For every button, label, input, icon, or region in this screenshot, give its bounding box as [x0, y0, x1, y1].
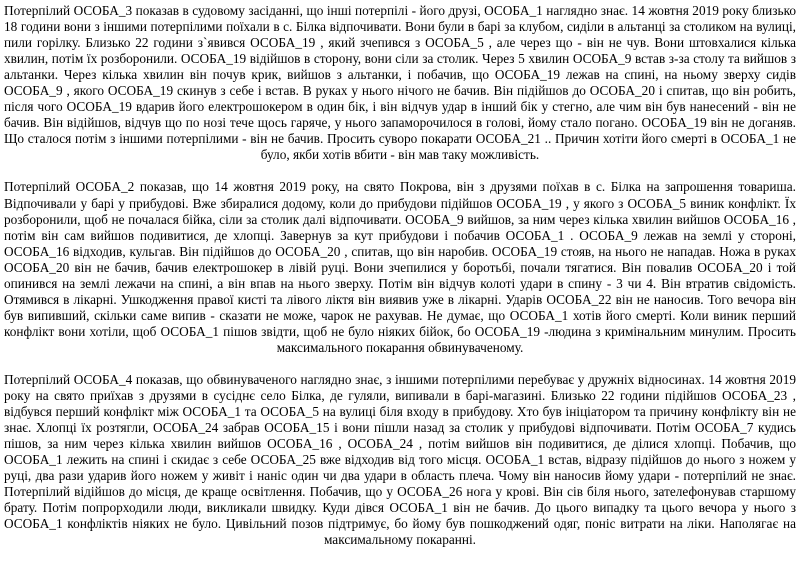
testimony-paragraph-2: Потерпілий ОСОБА_2 показав, що 14 жовтня 2019 року, на свято Покрова, він з друзями поїхав в с. Білка на запрошення товариша. Відпочивали у барі у прибудові. Вже збиралися додому, коли до прибудови підійшов ОСОБА_19 , у якого з ОСОБА_5 виник конфлікт. Їх розборонили, щоб не почалася бійка, сіли за столик далі відпочивати. ОСОБА_9 вийшов, за ним через кілька хвилин вийшов ОСОБА_16 , потім він сам вийшов подивитися, де хлопці. Завернув за кут прибудови і побачив ОСОБА_1 . ОСОБА_9 лежав на землі у стороні, ОСОБА_16 відходив, кульгав. Він підійшов до ОСОБА_20 , спитав, що він наробив. ОСОБА_19 стояв, на нього не нападав. Ножа в руках ОСОБА_20 він не бачив, бачив електрошокер в лівій руці. Вони зчепилися у боротьбі, почали тягатися. Він повалив ОСОБА_20 і той опинився на землі лежачи на спині, а він впав на нього зверху. Потім він відчув колоті удари в спину - 3 чи 4. Він втратив свідомість. Отямився в лікарні. Ушкодження правої кисті та лівого ліктя він виявив уже в лікарні. Ударів ОСОБА_22 він не наносив. Того вечора він був випивший, скільки саме випив - сказати не може, чарок не рахував. Не думає, що ОСОБА_1 хотів його смерті. Коли виник перший конфлікт вони хотіли, щоб ОСОБА_1 пішов звідти, щоб не було ніяких бійок, бо ОСОБА_19 -людина з кримінальним минулим. Просить максимального покарання обвинуваченому.: [4, 179, 796, 355]
testimony-paragraph-1: Потерпілий ОСОБА_3 показав в судовому засіданні, що інші потерпілі - його друзі, ОСОБА_1 наглядно знає. 14 жовтня 2019 року близько 18 години вони з іншими потерпілими поїхали в с. Білка відпочивати. Вони були в барі за клубом, сиділи в альтанці за столиком на вулиці, пили горілку. Близько 22 години з`явився ОСОБА_19 , який зчепився з ОСОБА_5 , але через що - він не чув. Вони штовхалися кілька хвилин, потім їх розборонили. ОСОБА_19 відійшов в сторону, вони сіли за столик. Через 5 хвилин ОСОБА_9 встав з-за столу та вийшов з альтанки. Через кілька хвилин він почув крик, вийшов з альтанки, і побачив, що ОСОБА_19 лежав на спині, на ньому зверху сидів ОСОБА_9 , якого ОСОБА_19 скинув з себе і встав. В руках у нього нічого не бачив. Він підійшов до ОСОБА_20 і спитав, що він робить, після чого ОСОБА_19 вдарив його електрошокером в один бік, і він відчув удар в інший бік у стегно, але чим він був нанесений - він не бачив. Він відійшов, відчув що по нозі тече щось гаряче, у нього запаморочилося в голові, йому стало погано. ОСОБА_19 він не доганяв. Що сталося потім з іншими потерпілими - він не бачив. Просить суворо покарати ОСОБА_21 .. Причин хотіти його смерті в ОСОБА_1 не було, якби хотів вбити - він мав таку можливість.: [4, 3, 796, 163]
testimony-paragraph-3: Потерпілий ОСОБА_4 показав, що обвинуваченого наглядно знає, з іншими потерпілими перебуває у дружніх відносинах. 14 жовтня 2019 року на свято приїхав з друзями в сусіднє село Білка, де гуляли, випивали в барі-магазині. Близько 22 години підійшов ОСОБА_23 , відбувся перший конфлікт між ОСОБА_1 та ОСОБА_5 на вулиці біля входу в прибудову. Хто був ініціатором та причину конфлікту він не знає. Хлопці їх розтягли, ОСОБА_24 забрав ОСОБА_15 і вони пішли назад за столик у прибудові відпочивати. Потім ОСОБА_7 кудись пішов, за ним через кілька хвилин вийшов ОСОБА_16 , ОСОБА_24 , потім вийшов він подивитися, де ділися хлопці. Побачив, що ОСОБА_1 лежить на спині і скидає з себе ОСОБА_25 вже відходив від того місця. ОСОБА_1 встав, відразу підійшов до нього з ножем у руці, два рази ударив його ножем у живіт і наніс один чи два удари в область плеча. Чому він наносив йому удари - потерпілий не знає. Потерпілий відійшов до місця, де краще освітлення. Побачив, що у ОСОБА_26 нога у крові. Він сів біля нього, зателефонував старшому брату. Потім попрорходили люди, викликали швидку. Куди дівся ОСОБА_1 він не бачив. До цього випадку та цього вечора у нього з ОСОБА_1 конфліктів ніяких не було. Цивільний позов підтримує, бо йому був пошкоджений одяг, поніс витрати на ліки. Наполягає на максимальному покаранні.: [4, 371, 796, 548]
